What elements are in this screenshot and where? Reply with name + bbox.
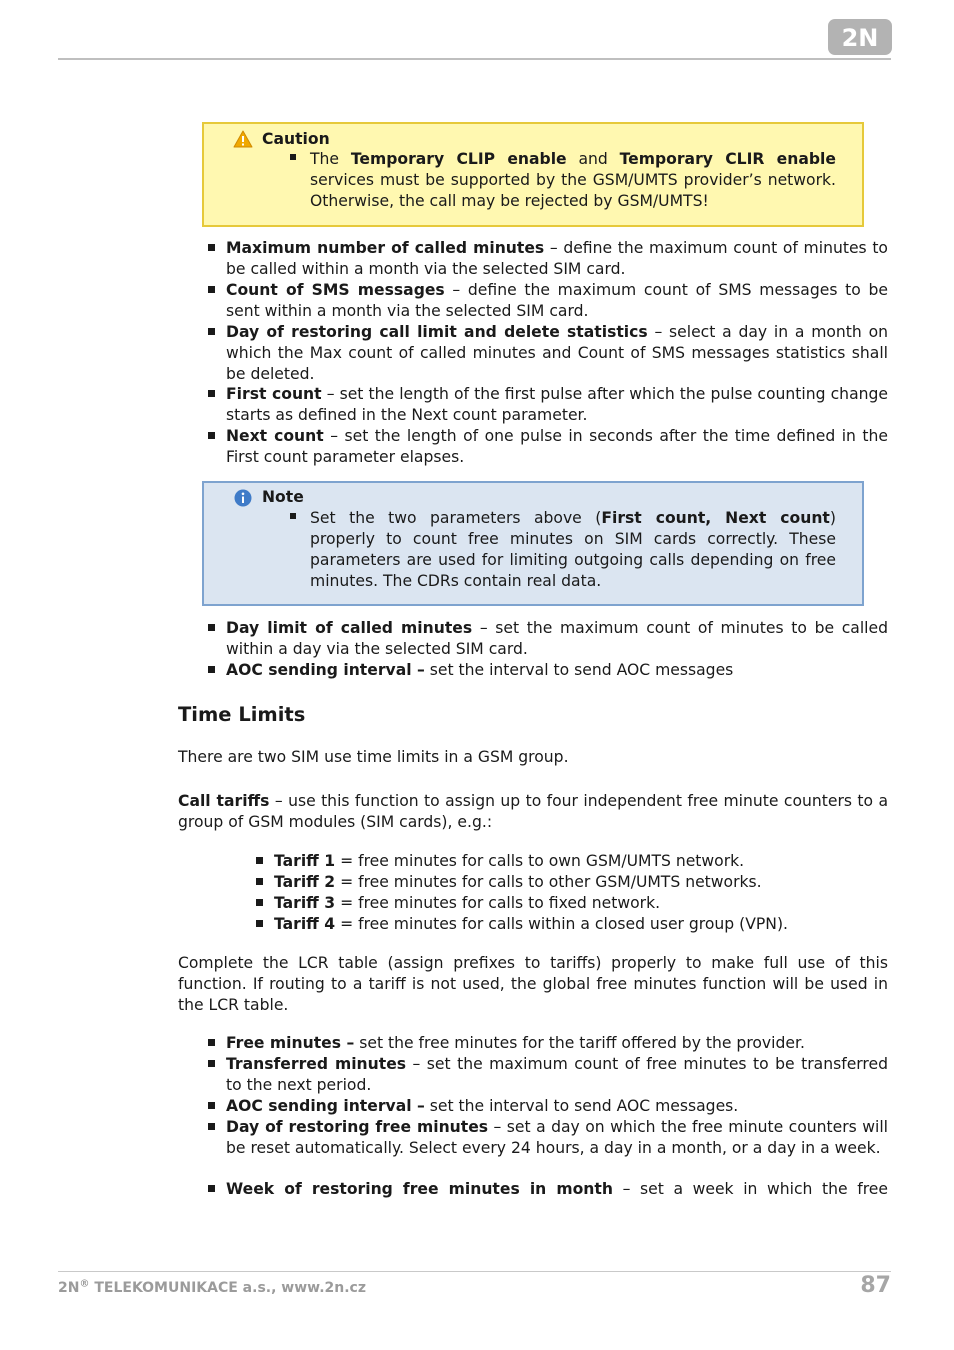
bullet [208,1185,215,1192]
note-title: Note [262,488,304,506]
bullet [208,1039,215,1046]
bullet [208,432,215,439]
call-tariffs-paragraph: Call tariffs – use this function to assign up to four independent free minute counters to a group of GSM modules (SIM cards), e.g.: [178,792,889,831]
tariff-item: Tariff 1 = free minutes for calls to own GSM/UMTS network. [274,852,745,870]
logo-text: 2N [841,24,879,52]
page-number: 87 [860,1273,891,1298]
list-item: Day of restoring call limit and delete statistics – select a day in a month on which the Max count of called minutes and Count of SMS messages statistics shall be deleted. [226,323,888,383]
list-item: Maximum number of called minutes – define the maximum count of minutes to be called within a month via the selected SIM card. [226,239,888,278]
tariff-item: Tariff 4 = free minutes for calls within a closed user group (VPN). [274,915,789,933]
bullet [208,286,215,293]
list-item: First count – set the length of the first pulse after which the pulse counting change starts as defined in the Next count parameter. [226,385,889,424]
tariff-item: Tariff 2 = free minutes for calls to other GSM/UMTS networks. [274,873,762,891]
bullet [290,154,296,160]
caution-box [202,122,864,227]
caution-title: Caution [262,130,330,148]
bullet [208,1102,215,1109]
list-item: Transferred minutes – set the maximum count of free minutes to be transferred to the next period. [226,1055,888,1094]
bullet [208,1060,215,1067]
bullet [208,244,215,251]
bullet [208,624,215,631]
bullet [208,666,215,673]
bullet [256,857,263,864]
note-text: Set the two parameters above (First count, Next count) properly to count free minutes on SIM cards correctly. These parameters are used for limiting outgoing calls depending on free minutes. The CDRs contain real data. [310,509,836,590]
list-item: Day of restoring free minutes – set a day on which the free minute counters will be reset automatically. Select every 24 hours, a day in a month, or a day in a week. [226,1118,888,1157]
2n-logo [828,19,892,55]
tariff-item: Tariff 3 = free minutes for calls to fixed network. [274,894,661,912]
lcr-paragraph: Complete the LCR table (assign prefixes to tariffs) properly to make full use of this function. If routing to a tariff is not used, the global free minutes function will be used in the LCR table. [178,954,888,1014]
list-item: Next count – set the length of one pulse in seconds after the time defined in the First count parameter elapses. [226,427,888,466]
info-icon [233,489,253,507]
header-divider [58,58,891,60]
bullet [256,920,263,927]
bullet [208,1123,215,1130]
list-item: Count of SMS messages – define the maximum count of SMS messages to be sent within a month via the selected SIM card. [226,281,888,320]
list-item: AOC sending interval – set the interval to send AOC messages. [226,1097,739,1115]
list-item: AOC sending interval – set the interval to send AOC messages [226,661,734,679]
bullet [208,390,215,397]
intro-paragraph: There are two SIM use time limits in a GSM group. [178,748,569,766]
list-item: Week of restoring free minutes in month – set a week in which the free [226,1180,888,1198]
section-title: Time Limits [178,703,306,726]
bullet [290,513,296,519]
bullet [256,899,263,906]
warning-icon [233,130,253,148]
footer-divider [58,1271,891,1272]
caution-text: The Temporary CLIP enable and Temporary CLIR enable services must be supported by the GSM/UMTS provider’s network. Otherwise, the call may be rejected by GSM/UMTS! [310,150,836,210]
footer-company: 2N® TELEKOMUNIKACE a.s., www.2n.cz [58,1278,366,1296]
note-box [202,481,864,606]
list-item: Free minutes – set the free minutes for the tariff offered by the provider. [226,1034,805,1052]
bullet [208,328,215,335]
list-item: Day limit of called minutes – set the maximum count of minutes to be called within a day via the selected SIM card. [226,619,888,658]
bullet [256,878,263,885]
